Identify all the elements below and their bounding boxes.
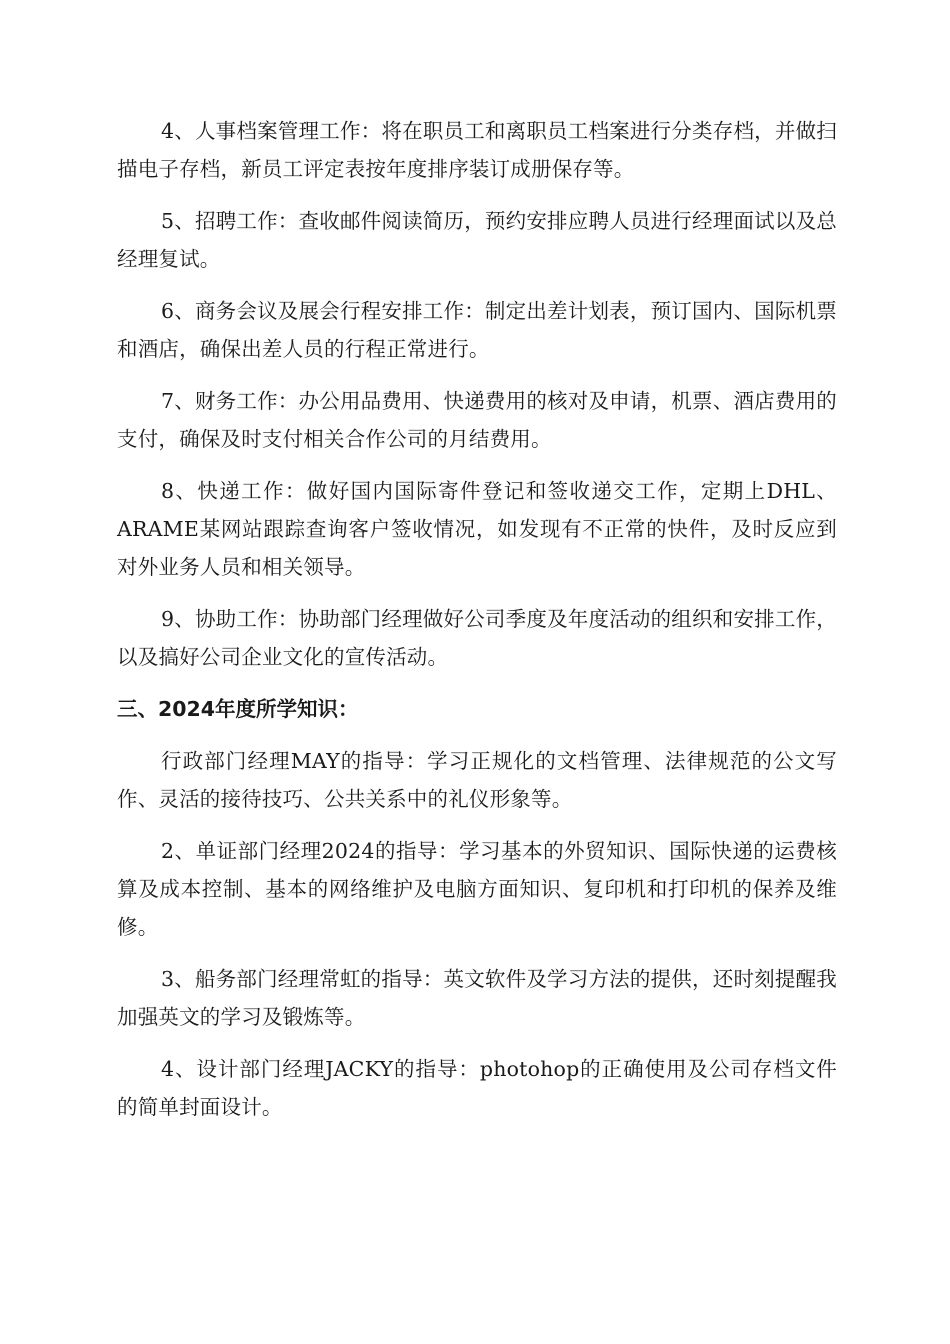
section-heading-knowledge: 三、2024年度所学知识： <box>117 697 359 721</box>
knowledge-item-documents-manager: 2、单证部门经理2024的指导：学习基本的外贸知识、国际快递的运费核算及成本控制、基本的网络维护及电脑方面知识、复印机和打印机的保养及维修。 <box>117 839 837 939</box>
work-item-assistance: 9、协助工作：协助部门经理做好公司季度及年度活动的组织和安排工作，以及搞好公司企业文化的宣传活动。 <box>117 607 837 669</box>
work-item-business-travel: 6、商务会议及展会行程安排工作：制定出差计划表，预订国内、国际机票和酒店，确保出差人员的行程正常进行。 <box>117 299 837 361</box>
work-item-personnel-archives: 4、人事档案管理工作：将在职员工和离职员工档案进行分类存档，并做扫描电子存档，新员工评定表按年度排序装订成册保存等。 <box>117 119 837 181</box>
work-item-finance: 7、财务工作：办公用品费用、快递费用的核对及申请，机票、酒店费用的支付，确保及时支付相关合作公司的月结费用。 <box>117 389 837 451</box>
knowledge-item-design-manager: 4、设计部门经理JACKY的指导：photohop的正确使用及公司存档文件的简单封面设计。 <box>117 1057 837 1119</box>
knowledge-item-admin-manager: 行政部门经理MAY的指导：学习正规化的文档管理、法律规范的公文写作、灵活的接待技巧、公共关系中的礼仪形象等。 <box>117 749 837 811</box>
document-page <box>117 112 837 1140</box>
work-item-courier: 8、快递工作：做好国内国际寄件登记和签收递交工作，定期上DHL、ARAME某网站跟踪查询客户签收情况，如发现有不正常的快件，及时反应到对外业务人员和相关领导。 <box>117 479 837 579</box>
knowledge-item-shipping-manager: 3、船务部门经理常虹的指导：英文软件及学习方法的提供，还时刻提醒我加强英文的学习及锻炼等。 <box>117 967 837 1029</box>
work-item-recruitment: 5、招聘工作：查收邮件阅读简历，预约安排应聘人员进行经理面试以及总经理复试。 <box>117 209 837 271</box>
